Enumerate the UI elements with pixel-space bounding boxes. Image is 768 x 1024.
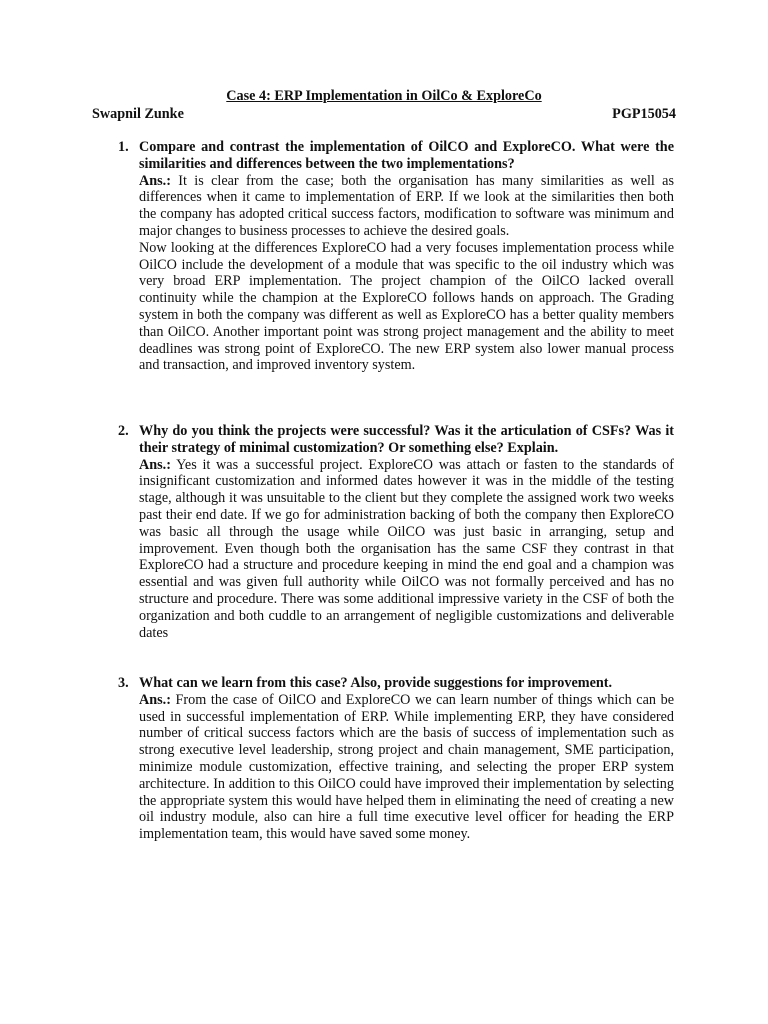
answer-paragraph — [139, 457, 674, 642]
answer-text: Yes it was a successful project. ExploreCO was attach or fasten to the standards of insignificant customization and informed dates however it was in the middle of the testing stage, although it was unsuitable to the client but they complete the assigned work two weeks past their end date. If we go for administration backing of both the company then ExploreCO was basic all through the usage while OilCO was just basic in arranging, setup and improvement. Even though both the organisation has the same CSF they contrast in that ExploreCO had a structure and procedure keeping in mind the end goal and a champion was essential and was given full authority while OilCO was not formally perceived and has no structure and procedure. There was some additional impressive variety in the CSF of both the organization and both cuddle to an arrangement of negligible customizations and deliverable dates — [139, 456, 674, 641]
answer-paragraph — [139, 692, 674, 843]
author-name: Swapnil Zunke — [92, 106, 184, 122]
answer-paragraph — [139, 173, 674, 240]
question-block-3 — [118, 675, 674, 843]
question-text: What can we learn from this case? Also, provide suggestions for improvement. — [139, 675, 613, 691]
document-title-text: Case 4: ERP Implementation in OilCo & ExploreCo — [226, 88, 542, 104]
question-block-1 — [118, 139, 674, 374]
question-text: Compare and contrast the implementation of OilCO and ExploreCO. What were the similarities and differences between the two implementations? — [139, 139, 674, 172]
question-number: 1. — [118, 139, 129, 155]
roll-number: PGP15054 — [612, 106, 676, 122]
question-block-2 — [118, 423, 674, 641]
question-text: Why do you think the projects were successful? Was it the articulation of CSFs? Was it their strategy of minimal customization? Or something else? Explain. — [139, 423, 674, 456]
answer-text: From the case of OilCO and ExploreCO we can learn number of things which can be used in successful implementation of ERP. While implementing ERP, they have considered number of critical success factors which are the basis of success of implementation such as strong executive level leadership, strong project and chain management, SME participation, minimize module customization, effective training, and selecting the proper ERP system architecture. In addition to this OilCO could have improved their implementation by selecting the appropriate system this would have helped them in eliminating the need of creating a new oil industry module, also can hire a full time executive level officer for heading the ERP implementation team, this would have saved some money. — [139, 691, 674, 843]
answer-label: Ans.: — [139, 456, 171, 473]
question-number: 3. — [118, 675, 129, 691]
answer-label: Ans.: — [139, 172, 171, 189]
answer-continuation: Now looking at the differences ExploreCO had a very focuses implementation process while OilCO include the development of a module that was specific to the oil industry which was very broad ERP implementation. The project champion of the OilCO lacked overall continuity while the champion at the ExploreCO follows hands on approach. The Grading system in both the company was different as well as ExploreCO has a better quality members than OilCO. Another important point was strong project management and the ability to meet deadlines was strong point of ExploreCO. The new ERP system also lower manual process and transaction, and improved inventory system. — [139, 239, 674, 374]
question-number: 2. — [118, 423, 129, 439]
document-title — [0, 87, 768, 105]
answer-label: Ans.: — [139, 691, 171, 708]
answer-text: It is clear from the case; both the organisation has many similarities as well as differences when it came to implementation of ERP. If we look at the similarities then both the company has adopted critical success factors, modification to software was minimum and major changes to business processes to achieve the desired goals. — [139, 172, 674, 239]
